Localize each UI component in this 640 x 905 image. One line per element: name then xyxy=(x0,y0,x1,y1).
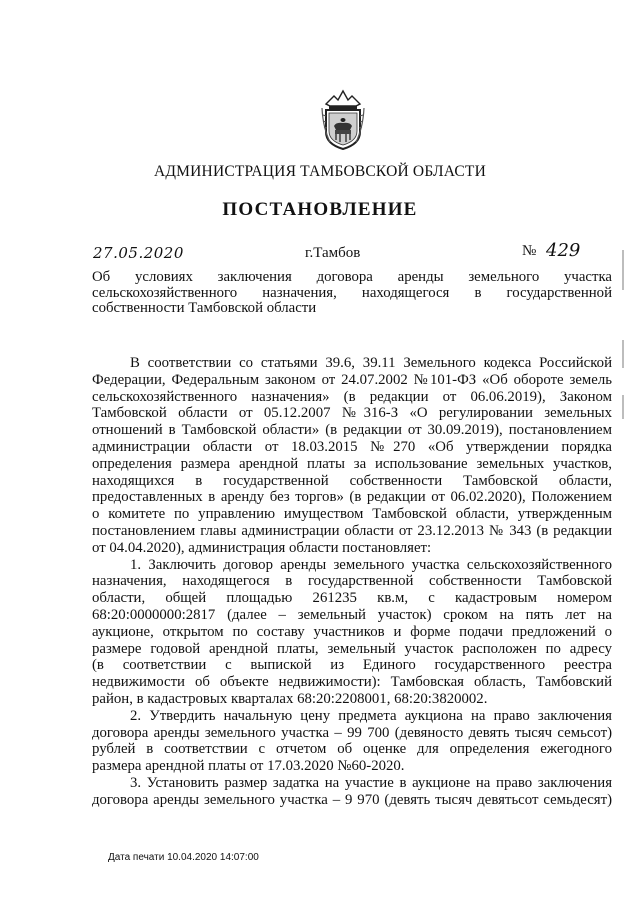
subject-line: собственности Тамбовской области xyxy=(92,301,317,316)
body-line: недвижимости об объекте недвижимости): Тамбовская область, Тамбовский xyxy=(92,674,612,691)
body-line: 68:20:0000000:2817 (далее – земельный участок) сроком на пять лет на xyxy=(92,606,612,623)
scan-edge-mark xyxy=(622,340,624,368)
document-city: г.Тамбов xyxy=(305,245,361,261)
document-subject xyxy=(92,270,612,317)
body-line: Тамбовской области от 05.12.2007 №316-З «О регулировании земельных xyxy=(92,405,612,422)
subject-line: Об условиях заключения договора аренды земельного участка xyxy=(92,270,612,285)
body-line: район, в кадастровых кварталах 68:20:2208001, 68:20:3820002. xyxy=(92,690,488,707)
document-number: 429 xyxy=(546,240,581,261)
tambov-coat-of-arms-icon xyxy=(320,88,366,152)
subject-line: сельскохозяйственного назначения, находящегося в государственной xyxy=(92,285,612,301)
body-line: 3. Установить размер задатка на участие в аукционе на право заключения xyxy=(130,774,612,791)
body-line: сельскохозяйственного назначения» (в редакции от 06.06.2019), Законом xyxy=(92,388,612,405)
scan-edge-mark xyxy=(622,250,624,290)
body-line: аукционе, открытом по составу участников и форме подачи предложений о xyxy=(92,623,612,640)
body-line: размере годовой арендной платы, земельный участок расположен по адресу xyxy=(92,640,612,657)
body-line: области, общей площадью 261235 кв.м, с кадастровым номером xyxy=(92,590,612,607)
body-line: Федерации, Федеральным законом от 24.07.2002 №101-ФЗ «Об обороте земель xyxy=(92,371,612,388)
body-line: В соответствии со статьями 39.6, 39.11 Земельного кодекса Российской xyxy=(130,355,612,371)
body-line: администрации области от 18.03.2015 №270 «Об утверждении порядка xyxy=(92,438,612,455)
body-line: находящихся в государственной собственности Тамбовской области, xyxy=(92,472,612,489)
body-line: договора аренды земельного участка – 99 700 (девяносто девять тысяч семьсот) xyxy=(92,724,612,741)
body-line: назначения, находящегося в государственной собственности Тамбовской xyxy=(92,573,612,590)
body-line: (в соответствии с выпиской из Единого государственного реестра xyxy=(92,657,612,674)
document-number-label: № xyxy=(522,243,537,259)
body-line: размера арендной платы от 17.03.2020 №60-2020. xyxy=(92,758,405,775)
organization-title: АДМИНИСТРАЦИЯ ТАМБОВСКОЙ ОБЛАСТИ xyxy=(154,163,486,180)
body-line: постановлением главы администрации области от 23.12.2013 № 343 (в редакции xyxy=(92,522,612,539)
body-line: 1. Заключить договор аренды земельного участка сельскохозяйственного xyxy=(130,556,612,573)
body-line: определения размера арендной платы за использование земельных участков, xyxy=(92,455,612,472)
body-line: о комитете по управлению имуществом Тамбовской области, утвержденным xyxy=(92,506,612,523)
body-line: договора аренды земельного участка – 9 970 (девять тысяч девятьсот семьдесят) xyxy=(92,791,612,808)
scan-edge-mark xyxy=(622,395,624,419)
document-type: ПОСТАНОВЛЕНИЕ xyxy=(222,199,418,220)
body-line: от 04.04.2020), администрация области постановляет: xyxy=(92,539,432,556)
body-line: рублей в соответствии с отчетом об оценке для определения ежегодного xyxy=(92,741,612,758)
body-line: отношений в Тамбовской области» (в редакции от 30.09.2019), постановлением xyxy=(92,422,612,439)
print-date: Дата печати 10.04.2020 14:07:00 xyxy=(108,852,259,863)
body-line: предоставленных в аренду без торгов» (в редакции от 06.02.2020), Положением xyxy=(92,489,612,506)
document-body xyxy=(92,355,612,809)
document-date: 27.05.2020 xyxy=(93,244,184,262)
body-line: 2. Утвердить начальную цену предмета аукциона на право заключения xyxy=(130,707,612,724)
